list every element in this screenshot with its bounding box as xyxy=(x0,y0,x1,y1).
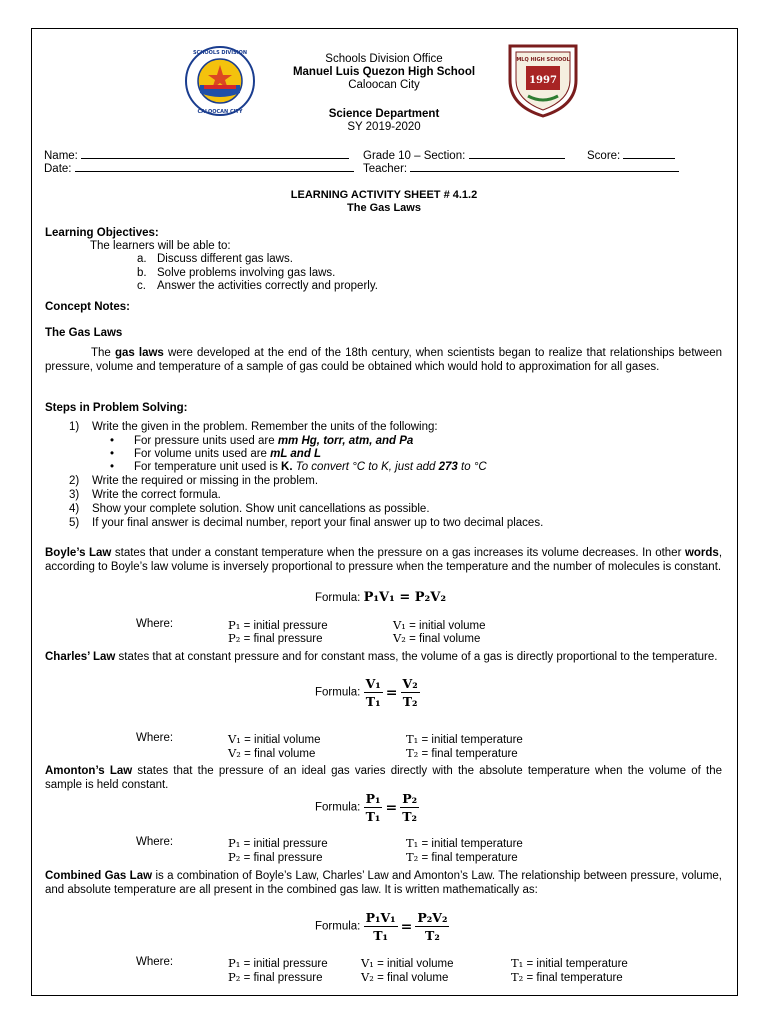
def-t2: T₂ = final temperature xyxy=(406,850,518,864)
def-t2: T₂ = final temperature xyxy=(511,970,623,984)
objective-item: a. xyxy=(137,253,147,265)
sheet-subtitle: The Gas Laws xyxy=(347,202,421,214)
def-v2: V₂ = final volume xyxy=(361,970,449,984)
def-v2: V₂ = final volume xyxy=(228,746,316,760)
date-label: Date: xyxy=(44,163,72,175)
teacher-label: Teacher: xyxy=(363,163,408,175)
date-input[interactable] xyxy=(75,160,354,172)
section-label: Grade 10 – Section: xyxy=(363,150,466,162)
def-p2: P₂ = final pressure xyxy=(228,631,323,645)
amontons-law-paragraph: Amonton’s Law states that the pressure of an ideal gas varies directly with the absolute temperature when the volume of the sample is held constant. xyxy=(45,765,722,791)
boyles-formula: Formula: P₁V₁ = P₂V₂ xyxy=(315,590,447,605)
teacher-field xyxy=(363,160,679,175)
where-label: Where: xyxy=(136,956,174,968)
def-t1: T₁ = initial temperature xyxy=(511,956,628,970)
bullet-temperature: • For temperature unit used is K. To convert °C to K, just add 273 to °C xyxy=(134,461,487,473)
bullet-pressure: • For pressure units used are mm Hg, torr, atm, and Pa xyxy=(134,435,413,447)
objective-item: b. xyxy=(137,267,147,279)
objectives-intro: The learners will be able to: xyxy=(90,240,231,252)
def-v1: V₁ = initial volume xyxy=(228,732,321,746)
svg-text:SCHOOLS DIVISION: SCHOOLS DIVISION xyxy=(192,50,248,56)
bullet-volume: • For volume units used are mL and L xyxy=(134,448,321,460)
combined-law-paragraph: Combined Gas Law is a combination of Boyle’s Law, Charles’ Law and Amonton’s Law. The relationship between pressure, volume, and absolute temperature are all present in the combined gas law. It is written mathematically as: xyxy=(45,870,723,896)
def-v2: V₂ = final volume xyxy=(393,631,481,645)
amontons-formula: Formula: $\frac{\text{P₁}}{\text{T₁}}$ = $\frac{\text{P₂}}{\text{T₂}}$ xyxy=(315,791,418,824)
objectives-heading: Learning Objectives: xyxy=(45,227,159,239)
concept-heading: Concept Notes: xyxy=(45,301,130,313)
score-label: Score: xyxy=(587,150,621,162)
section-input[interactable] xyxy=(469,147,565,159)
school-office: Schools Division Office xyxy=(325,53,443,65)
step-number: 3) xyxy=(69,489,80,501)
gas-laws-paragraph: The gas laws were developed at the end of the 18th century, when scientists began to realize that relationships between pressure, volume and temperature of a sample of gas could be obtained which would hold to approximation for all gases. xyxy=(45,347,723,373)
def-p1: P₁ = initial pressure xyxy=(228,836,328,850)
where-label: Where: xyxy=(136,836,174,848)
step-text: Write the given in the problem. Remember the units of the following: xyxy=(92,421,438,433)
def-t2: T₂ = final temperature xyxy=(406,746,518,760)
school-year: SY 2019-2020 xyxy=(347,121,421,133)
def-p2: P₂ = final pressure xyxy=(228,970,323,984)
school-city: Caloocan City xyxy=(348,79,420,91)
step-number: 5) xyxy=(69,517,80,529)
objective-item: c. xyxy=(137,280,146,292)
step-text: Show your complete solution. Show unit cancellations as possible. xyxy=(92,503,430,515)
where-label: Where: xyxy=(136,618,174,630)
def-p1: P₁ = initial pressure xyxy=(228,618,328,632)
def-t1: T₁ = initial temperature xyxy=(406,836,523,850)
svg-text:MLQ HIGH SCHOOL: MLQ HIGH SCHOOL xyxy=(516,57,570,63)
step-number: 1) xyxy=(69,421,80,433)
step-text: Write the required or missing in the problem. xyxy=(92,475,319,487)
charles-formula: Formula: $\frac{\text{V₁}}{\text{T₁}}$ = $\frac{\text{V₂}}{\text{T₂}}$ xyxy=(315,676,418,709)
charles-law-paragraph: Charles’ Law states that at constant pressure and for constant mass, the volume of a gas is directly proportional to the temperature. xyxy=(45,651,718,663)
steps-heading: Steps in Problem Solving: xyxy=(45,402,188,414)
objective-text: Discuss different gas laws. xyxy=(157,253,293,265)
step-number: 2) xyxy=(69,475,80,487)
svg-text:1997: 1997 xyxy=(529,75,557,86)
name-input[interactable] xyxy=(81,147,349,159)
teacher-input[interactable] xyxy=(410,160,679,172)
def-p2: P₂ = final pressure xyxy=(228,850,323,864)
step-number: 4) xyxy=(69,503,80,515)
step-text: If your final answer is decimal number, report your final answer up to two decimal places. xyxy=(92,517,544,529)
school-name: Manuel Luis Quezon High School xyxy=(292,66,476,78)
sheet-title: LEARNING ACTIVITY SHEET # 4.1.2 xyxy=(290,189,478,201)
def-p1: P₁ = initial pressure xyxy=(228,956,328,970)
combined-formula: Formula: $\frac{\text{P₁V₁}}{\text{T₁}}$ = $\frac{\text{P₂V₂}}{\text{T₂}}$ xyxy=(315,910,448,943)
objective-text: Solve problems involving gas laws. xyxy=(157,267,336,279)
name-label: Name: xyxy=(44,150,78,162)
date-field xyxy=(44,160,354,175)
score-input[interactable] xyxy=(623,147,675,159)
def-v1: V₁ = initial volume xyxy=(361,956,454,970)
objective-text: Answer the activities correctly and properly. xyxy=(157,280,378,292)
def-v1: V₁ = initial volume xyxy=(393,618,486,632)
def-t1: T₁ = initial temperature xyxy=(406,732,523,746)
gas-laws-heading: The Gas Laws xyxy=(45,327,123,339)
svg-text:CALOOCAN CITY: CALOOCAN CITY xyxy=(197,109,243,115)
department: Science Department xyxy=(328,108,440,120)
step-text: Write the correct formula. xyxy=(92,489,221,501)
where-label: Where: xyxy=(136,732,174,744)
boyles-law-paragraph: Boyle’s Law states that under a constant temperature when the pressure on a gas increases its volume decreases. In other words, according to Boyle’s law volume is inversely proportional to pressure when the temperature and the number of molecules is constant. xyxy=(45,547,723,573)
